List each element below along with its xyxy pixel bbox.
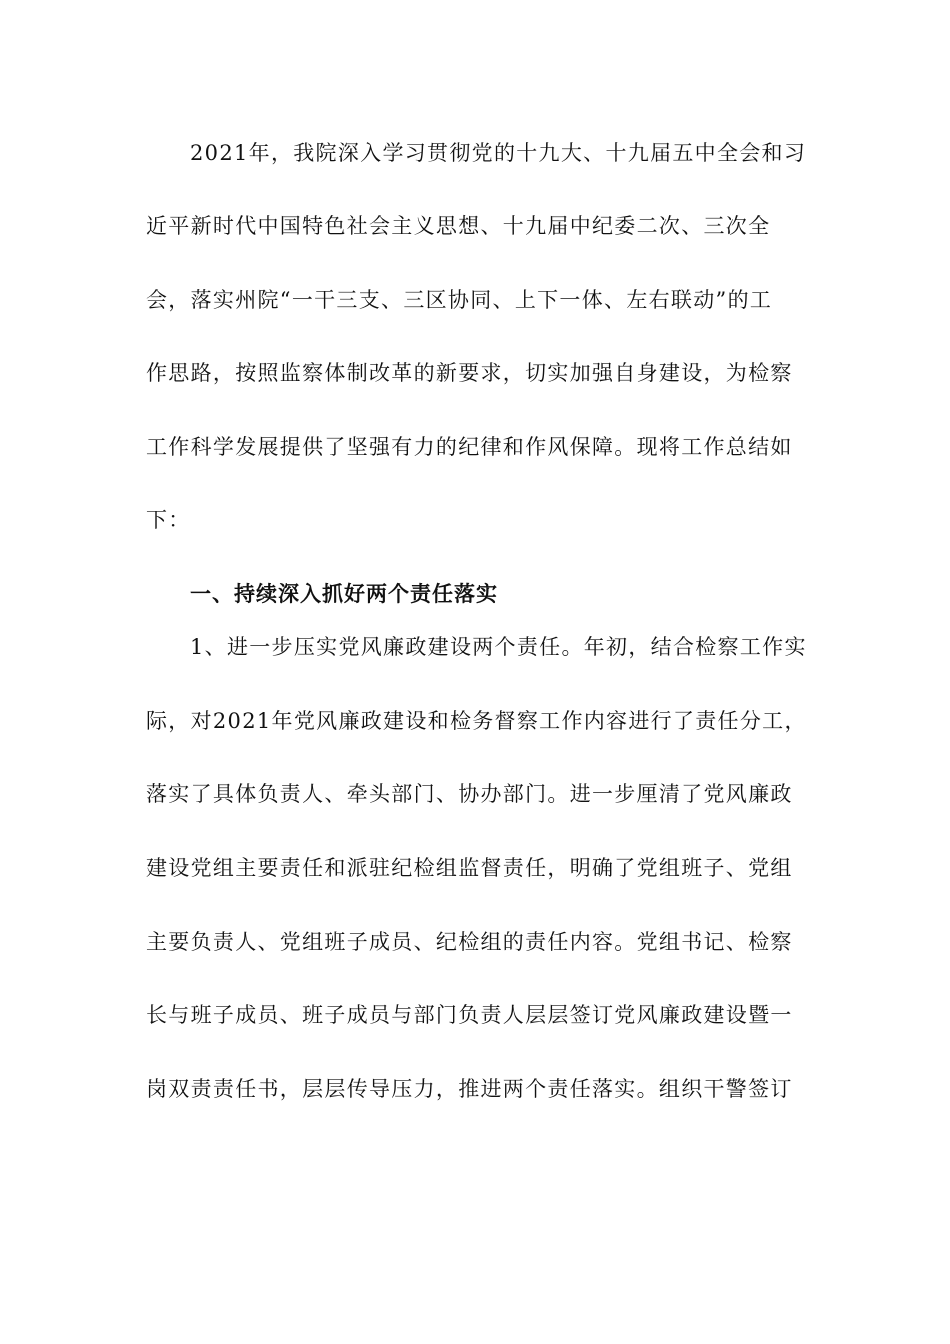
paragraph-1-line-2: 近平新时代中国特色社会主义思想、十九届中纪委二次、三次全 [146,214,771,238]
paragraph-2-line-6: 长与班子成员、班子成员与部门负责人层层签订党风廉政建设暨一 [146,1003,793,1027]
paragraph-2-line-1: 1、进一步压实党风廉政建设两个责任。年初，结合检察工作实 [190,635,807,659]
paragraph-2-line-2: 际，对2021年党风廉政建设和检务督察工作内容进行了责任分工， [146,709,807,733]
paragraph-1-line-6: 下： [146,508,191,532]
paragraph-1-line-4: 作思路，按照监察体制改革的新要求，切实加强自身建设，为检察 [146,361,793,385]
paragraph-2-line-3: 落实了具体负责人、牵头部门、协办部门。进一步厘清了党风廉政 [146,782,793,806]
paragraph-2-line-4: 建设党组主要责任和派驻纪检组监督责任，明确了党组班子、党组 [146,856,793,880]
paragraph-1-line-3: 会，落实州院“一干三支、三区协同、上下一体、左右联动”的工 [146,288,773,312]
paragraph-1-line-5: 工作科学发展提供了坚强有力的纪律和作风保障。现将工作总结如 [146,435,793,459]
paragraph-2-line-5: 主要负责人、党组班子成员、纪检组的责任内容。党组书记、检察 [146,930,793,954]
section-heading-1: 一、持续深入抓好两个责任落实 [190,582,498,606]
paragraph-1-line-1: 2021年，我院深入学习贯彻党的十九大、十九届五中全会和习 [190,141,807,165]
paragraph-2-line-7: 岗双责责任书，层层传导压力，推进两个责任落实。组织干警签订 [146,1077,793,1101]
